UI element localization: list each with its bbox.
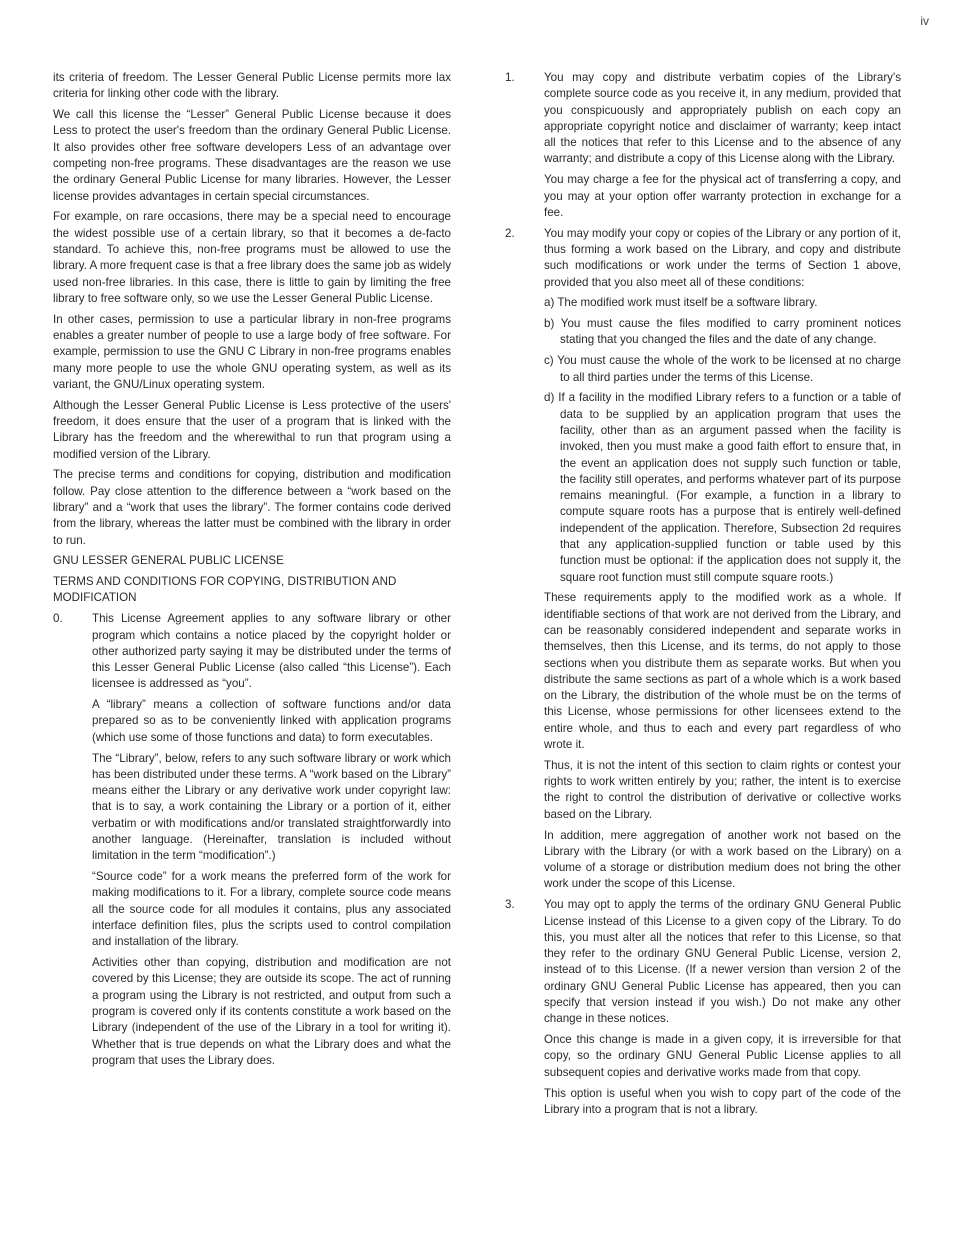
section-3 <box>505 897 901 1027</box>
section-number: 3. <box>505 898 515 912</box>
condition-a: a) The modified work must itself be a software library. <box>544 296 818 310</box>
paragraph: The precise terms and conditions for copying, distribution and modification follow. Pay close attention to the difference between a “work based on the library” and a “work that uses the library”. The former contains code derived from the library, whereas the latter must be combined with the library in order to run. <box>53 468 451 547</box>
condition-c: c) You must cause the whole of the work to be licensed at no charge to all third parties under the terms of this License. <box>544 354 901 384</box>
paragraph: The “Library”, below, refers to any such software library or work which has been distributed under these terms. A “work based on the Library” means either the Library or any derivative work under copyright law: that is to say, a work containing the Library or a portion of it, either verbatim or with modifications and/or translated straightforwardly into another language. (Hereinafter, translation is included without limitation in the term “modification”.) <box>92 751 451 863</box>
license-heading: GNU LESSER GENERAL PUBLIC LICENSE <box>53 554 284 568</box>
paragraph: You may charge a fee for the physical act of transferring a copy, and you may at your option offer warranty protection in exchange for a fee. <box>544 173 901 219</box>
paragraph: Although the Lesser General Public License is Less protective of the users' freedom, it does ensure that the user of a program that is linked with the Library has the freedom and the wherewithal to run that program using a modified version of the Library. <box>53 398 451 461</box>
paragraph: “Source code” for a work means the preferred form of the work for making modifications to it. For a library, complete source code means all the source code for all modules it contains, plus any associated interface definition files, plus the scripts used to control compilation and installation of the library. <box>92 870 451 949</box>
paragraph: A “library” means a collection of software functions and/or data prepared so as to be conveniently linked with application programs (which use some of those functions and data) to form executables. <box>92 698 451 744</box>
paragraph: Once this change is made in a given copy, it is irreversible for that copy, so the ordinary GNU General Public License applies to all subsequent copies and derivative works made from that copy. <box>544 1033 901 1079</box>
condition-d: d) If a facility in the modified Library refers to a function or a table of data to be supplied by an application program that uses the facility, other than as an argument passed when the facility is invoked, then you must make a good faith effort to ensure that, in the event an application does not supply such function or table, the facility still operates, and performs whatever part of its purpose remains meaningful. (For example, a function in a library to compute square roots has a purpose that is entirely well-defined independent of the application. Therefore, Subsection 2d requires that any application-supplied function or table used by this function must be optional: if the application does not supply it, the square root function must still compute square roots.) <box>544 391 901 584</box>
section-2 <box>505 226 901 291</box>
paragraph: These requirements apply to the modified work as a whole. If identifiable sections of that work are not derived from the Library, and can be reasonably considered independent and separate works in themselves, then this License, and its terms, do not apply to those sections when you distribute them as separate works. But when you distribute the same sections as part of a whole which is a work based on the Library, the distribution of the whole must be on the terms of this License, whose permissions for other licensees extend to the entire whole, and thus to each and every part regardless of who wrote it. <box>544 591 901 752</box>
paragraph: In other cases, permission to use a particular library in non-free programs enables a greater number of people to use a large body of free software. For example, permission to use the GNU C Library in non-free programs enables many more people to use the whole GNU operating system, as well as its variant, the GNU/Linux operating system. <box>53 312 451 391</box>
left-column <box>53 70 451 1074</box>
section-number: 0. <box>53 612 63 626</box>
section-number: 2. <box>505 226 515 240</box>
condition-b: b) You must cause the files modified to carry prominent notices stating that you changed the files and the date of any change. <box>544 317 901 347</box>
section-0 <box>53 611 451 692</box>
terms-heading: TERMS AND CONDITIONS FOR COPYING, DISTRIBUTION AND MODIFICATION <box>53 575 397 605</box>
right-column <box>505 70 901 1123</box>
section-text: You may modify your copy or copies of the Library or any portion of it, thus forming a work based on the Library, and copy and distribute such modifications or work under the terms of Section 1 above, provided that you also meet all of these conditions: <box>544 226 901 289</box>
section-text: You may opt to apply the terms of the ordinary GNU General Public License instead of this License to a given copy of the Library. To do this, you must alter all the notices that refer to this License, so that they refer to the ordinary GNU General Public License, version 2, instead of to this License. (If a newer version than version 2 of the ordinary GNU General Public License has appeared, then you can specify that version instead if you wish.) Do not make any other change in these notices. <box>544 898 901 1026</box>
paragraph: This option is useful when you wish to copy part of the code of the Library into a program that is not a library. <box>544 1086 901 1116</box>
paragraph: In addition, mere aggregation of another work not based on the Library with the Library (or with a work based on the Library) on a volume of a storage or distribution medium does not bring the other work under the scope of this License. <box>544 828 901 891</box>
paragraph: We call this license the “Lesser” General Public License because it does Less to protect the user's freedom than the ordinary General Public License. It also provides other free software developers Less of an advantage over competing non-free programs. These disadvantages are the reason we use the ordinary General Public License for many libraries. However, the Lesser license provides advantages in certain special circumstances. <box>53 108 451 203</box>
section-text: This License Agreement applies to any software library or other program which contains a notice placed by the copyright holder or other authorized party saying it may be distributed under the terms of this Lesser General Public License (also called “this License”). Each licensee is addressed as “you”. <box>92 612 451 691</box>
paragraph: Thus, it is not the intent of this section to claim rights or contest your rights to work written entirely by you; rather, the intent is to exercise the right to control the distribution of derivative or collective works based on the Library. <box>544 758 901 821</box>
section-number: 1. <box>505 71 515 84</box>
paragraph: Activities other than copying, distribution and modification are not covered by this License; they are outside its scope. The act of running a program using the Library is not restricted, and output from such a program is covered only if its contents constitute a work based on the Library (independent of the use of the Library in a tool for writing it). Whether that is true depends on what the Library does and what the program that uses the Library does. <box>92 956 451 1067</box>
paragraph: its criteria of freedom. The Lesser General Public License permits more lax criteria for linking other code with the library. <box>53 71 451 101</box>
section-1 <box>505 70 901 168</box>
paragraph: For example, on rare occasions, there may be a special need to encourage the widest possible use of a certain library, so that it becomes a de-facto standard. To achieve this, non-free programs must be allowed to use the library. A more frequent case is that a free library does the same job as widely used non-free libraries. In this case, there is little to gain by limiting the free library to free software only, so we use the Lesser General Public License. <box>53 210 451 305</box>
page-number: iv <box>920 14 929 28</box>
section-text: You may copy and distribute verbatim copies of the Library's complete source code as you receive it, in any medium, provided that you conspicuously and appropriately publish on each copy an appropriate copyright notice and disclaimer of warranty; keep intact all the notices that refer to this License and to the absence of any warranty; and distribute a copy of this License along with the Library. <box>544 71 901 166</box>
